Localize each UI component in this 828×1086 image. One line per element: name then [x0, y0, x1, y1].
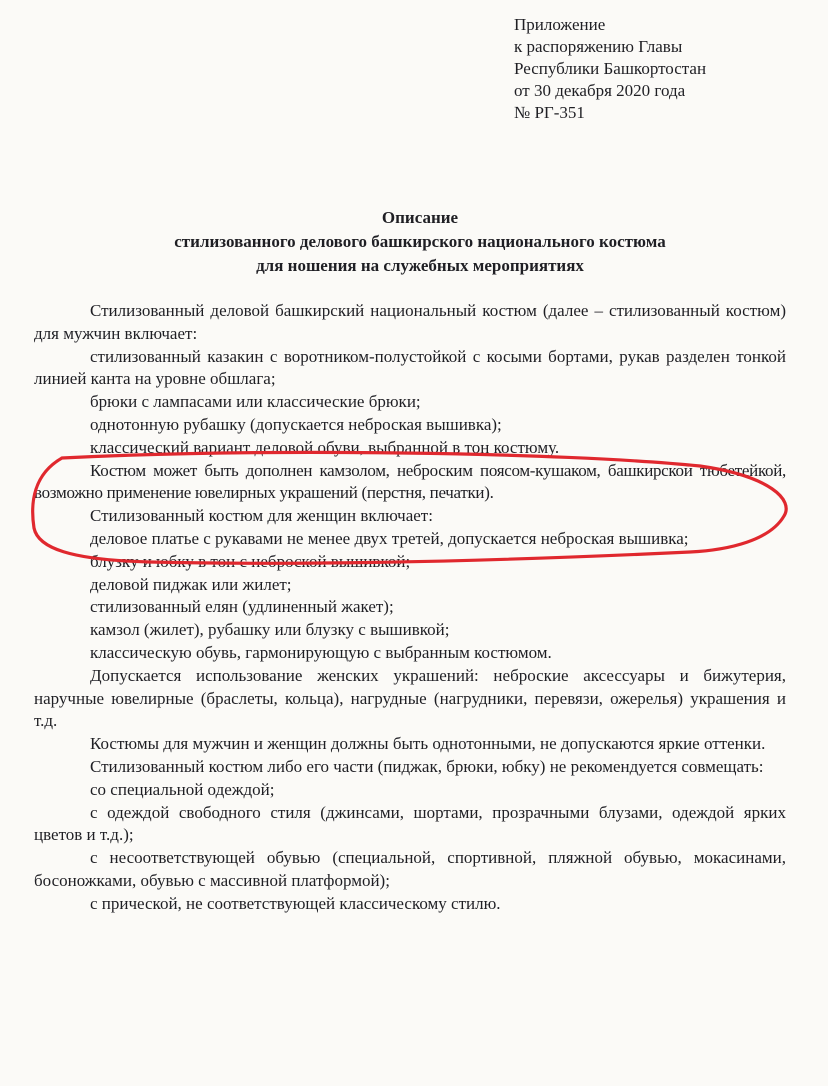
paragraph: Допускается использование женских украшений: неброские аксессуары и бижутерия, наручные ювелирные (браслеты, кольца), нагрудные (нагрудники, перевязи, ожерелья) украшения и т.д. — [34, 665, 786, 731]
paragraph: с одеждой свободного стиля (джинсами, шортами, прозрачными блузами, одеждой ярких цветов и т.д.); — [34, 802, 786, 845]
paragraph: классический вариант деловой обуви, выбранной в тон костюму. — [90, 437, 560, 457]
title-line: Описание — [381, 208, 459, 227]
appendix-line: от 30 декабря 2020 года — [514, 81, 686, 100]
title-line: для ношения на служебных мероприятиях — [256, 256, 584, 275]
paragraph: стилизованный елян (удлиненный жакет); — [90, 597, 394, 617]
paragraph: Стилизованный деловой башкирский национальный костюм (далее – стилизованный костюм) для мужчин включает: — [34, 301, 786, 343]
paragraph: классическую обувь, гармонирующую с выбранным костюмом. — [90, 642, 552, 662]
paragraph: камзол (жилет), рубашку или блузку с вышивкой; — [90, 620, 450, 640]
appendix-line: Республики Башкортостан — [514, 59, 707, 78]
paragraph: блузку и юбку в тон с неброской вышивкой; — [90, 551, 411, 571]
paragraph: стилизованный казакин с воротником-полустойкой с косыми бортами, рукав разделен тонкой линией канта на уровне обшлага; — [34, 346, 786, 389]
paragraph: деловой пиджак или жилет; — [90, 574, 292, 594]
appendix-line: к распоряжению Главы — [514, 37, 683, 56]
document-body — [34, 300, 786, 916]
paragraph: Костюмы для мужчин и женщин должны быть однотонными, не допускаются яркие оттенки. — [90, 734, 766, 754]
paragraph: Стилизованный костюм для женщин включает: — [90, 506, 433, 526]
title-line: стилизованного делового башкирского национального костюма — [174, 232, 666, 251]
paragraph: с несоответствующей обувью (специальной, спортивной, пляжной обувью, мокасинами, босоножками, обувью с массивной платформой); — [34, 848, 786, 890]
appendix-line: Приложение — [514, 15, 606, 34]
paragraph: однотонную рубашку (допускается неброская вышивка); — [90, 414, 502, 434]
document-title — [40, 206, 800, 278]
paragraph: Стилизованный костюм либо его части (пиджак, брюки, юбку) не рекомендуется совмещать: — [90, 756, 764, 776]
appendix-line: № РГ-351 — [514, 103, 585, 122]
paragraph: брюки с лампасами или классические брюки; — [90, 392, 421, 412]
paragraph: деловое платье с рукавами не менее двух третей, допускается неброская вышивка; — [90, 528, 689, 548]
paragraph: с прической, не соответствующей классическому стилю. — [90, 893, 501, 913]
appendix-block — [514, 14, 706, 124]
paragraph: со специальной одеждой; — [90, 779, 275, 799]
highlighted-paragraph: Костюм может быть дополнен камзолом, неброским поясом-кушаком, башкирской тюбетейкой, возможно применение ювелирных украшений (перстня, печатки). — [34, 460, 786, 503]
